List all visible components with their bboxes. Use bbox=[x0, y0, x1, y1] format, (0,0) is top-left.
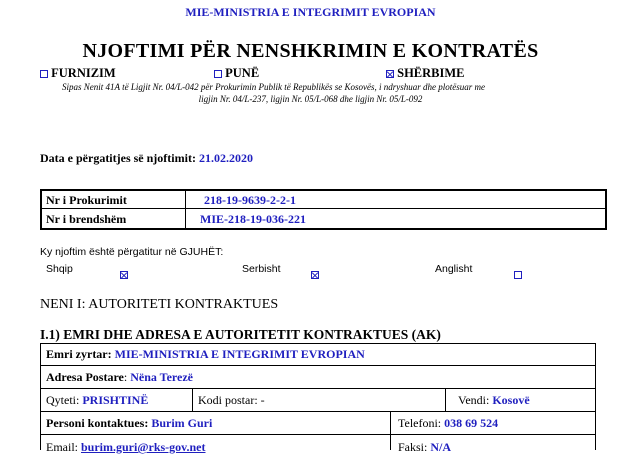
language-anglisht-unchecked-icon bbox=[514, 271, 522, 279]
authority-table-top-border bbox=[40, 343, 596, 344]
ids-table-top-border bbox=[40, 189, 607, 191]
authority-row-border-4 bbox=[40, 434, 596, 435]
language-shqip-label: Shqip bbox=[46, 263, 73, 275]
checkbox-pune-icon bbox=[214, 70, 222, 78]
country bbox=[458, 393, 530, 408]
phone-value: 038 69 524 bbox=[444, 416, 499, 430]
language-anglisht-label: Anglisht bbox=[435, 263, 473, 275]
authority-contact-divider bbox=[390, 411, 391, 450]
postal-address-label: Adresa Postare bbox=[46, 370, 124, 384]
fax-value: N/A bbox=[430, 440, 452, 454]
internal-number-label: Nr i brendshëm bbox=[46, 212, 127, 226]
checkbox-sherbime-checked-icon bbox=[386, 70, 394, 78]
authority-row-border-3 bbox=[40, 411, 596, 412]
official-name-label: Emri zyrtar: bbox=[46, 347, 112, 361]
type-sherbime: SHËRBIME bbox=[386, 66, 465, 81]
email bbox=[46, 440, 206, 455]
ids-table-bottom-border bbox=[40, 228, 607, 230]
official-name-value: MIE-MINISTRIA E INTEGRIMIT EVROPIAN bbox=[114, 347, 365, 361]
notice-date-value: 21.02.2020 bbox=[198, 151, 253, 165]
legal-basis-line-1: Sipas Nenit 41A të Ligjit Nr. 04/L-042 për Prokurimin Publik të Republikës se Kosovës, i ndryshuar dhe plotësuar me bbox=[62, 82, 485, 92]
ids-table-right-border bbox=[605, 189, 607, 230]
procurement-number-label: Nr i Prokurimit bbox=[46, 193, 127, 207]
languages-intro: Ky njoftim është përgatitur në GJUHËT: bbox=[40, 246, 224, 258]
phone bbox=[398, 416, 498, 431]
official-name bbox=[46, 347, 365, 362]
postal-address: Adresa Postare: Nëna Terezë bbox=[46, 370, 193, 384]
country-label: Vendi: bbox=[458, 393, 490, 407]
fax-label: Faksi: bbox=[398, 440, 428, 454]
city-label: Qyteti: bbox=[46, 393, 80, 407]
phone-label: Telefoni: bbox=[398, 416, 442, 430]
language-serbisht-label: Serbisht bbox=[242, 263, 281, 275]
authority-city-divider bbox=[192, 388, 193, 411]
contact-person-value: Burim Guri bbox=[151, 416, 213, 430]
procurement-number-value: 218-19-9639-2-2-1 bbox=[204, 193, 296, 207]
type-pune: PUNË bbox=[214, 66, 259, 81]
notice-date bbox=[40, 151, 253, 166]
ministry-name: MIE-MINISTRIA E INTEGRIMIT EVROPIAN bbox=[185, 5, 436, 19]
email-link[interactable]: burim.guri@rks-gov.net bbox=[81, 440, 206, 454]
postal-address-value: Nëna Terezë bbox=[130, 370, 193, 384]
ids-table-mid-border bbox=[40, 208, 607, 209]
language-shqip-checked-icon bbox=[120, 271, 128, 279]
postal-code bbox=[198, 393, 265, 408]
authority-postal-divider bbox=[445, 388, 446, 411]
authority-row-border-2 bbox=[40, 388, 596, 389]
section-1-heading: NENI I: AUTORITETI KONTRAKTUES bbox=[40, 297, 279, 312]
postal-code-value: - bbox=[260, 393, 265, 407]
country-value: Kosovë bbox=[492, 393, 530, 407]
contact-person-label: Personi kontaktues: bbox=[46, 416, 149, 430]
language-serbisht-checked-icon bbox=[311, 271, 319, 279]
section-1-1-heading: I.1) EMRI DHE ADRESA E AUTORITETIT KONTRAKTUES (AK) bbox=[40, 327, 441, 342]
checkbox-furnizim-icon bbox=[40, 70, 48, 78]
notice-date-label: Data e përgatitjes së njoftimit: bbox=[40, 151, 196, 165]
city-value: PRISHTINË bbox=[82, 393, 149, 407]
postal-code-label: Kodi postar: bbox=[198, 393, 258, 407]
type-furnizim: FURNIZIM bbox=[40, 66, 116, 81]
fax bbox=[398, 440, 451, 455]
ids-table-left-border bbox=[40, 189, 42, 230]
legal-basis-line-2: ligjin Nr. 04/L-237, ligjin Nr. 05/L-068 dhe ligjin Nr. 05/L-092 bbox=[198, 94, 423, 104]
city bbox=[46, 393, 148, 408]
email-label: Email: bbox=[46, 440, 78, 454]
ids-table-col-divider bbox=[185, 189, 186, 230]
authority-row-border-1 bbox=[40, 365, 596, 366]
contact-person bbox=[46, 416, 212, 431]
internal-number-value: MIE-218-19-036-221 bbox=[200, 212, 306, 226]
document-title: NJOFTIMI PËR NENSHKRIMIN E KONTRATËS bbox=[82, 40, 539, 62]
